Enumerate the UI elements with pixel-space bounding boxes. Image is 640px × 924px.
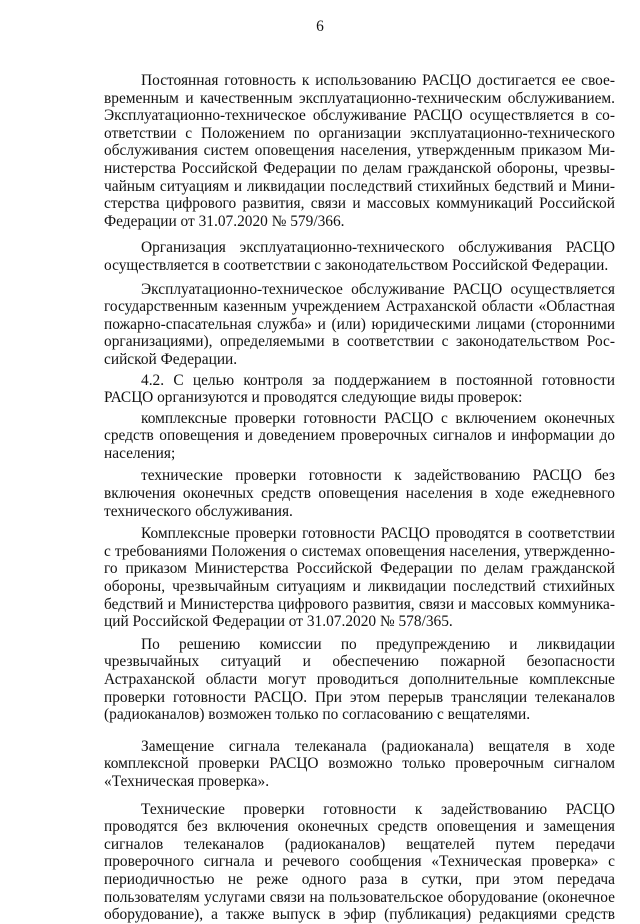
text-line: обороны, чрезвычайным ситуациям и ликвидации последствий стихийных	[104, 578, 615, 596]
text-line: включения оконечных средств оповещения населения в ходе ежедневного	[104, 485, 615, 503]
text-line: Технические проверки готовности к задействованию РАСЦО	[141, 800, 615, 818]
text-line: Астраханской области могут проводиться дополнительные комплексные	[104, 671, 615, 688]
text-line: сигналов телеканалов (радиоканалов) вещателей путем передачи	[104, 835, 615, 853]
document-body	[104, 72, 615, 924]
text-line: Эксплуатационно-техническое обслуживание РАСЦО осуществляется в со-	[104, 107, 615, 125]
text-line: ответствии с Положением по организации эксплуатационно-технического	[104, 124, 615, 142]
text-line: Федерации от 31.07.2020 № 579/366.	[104, 212, 345, 230]
text-line: государственным казенным учреждением Астраханской области «Областная	[104, 298, 615, 316]
text-line: бедствий и Министерства цифрового развития, связи и массовых коммуника-	[104, 595, 615, 613]
text-line: Замещение сигнала телеканала (радиоканала) вещателя в ходе	[141, 737, 615, 755]
text-line: чайным ситуациям и ликвидации последствий стихийных бедствий и Мини-	[104, 177, 615, 195]
paragraph	[104, 801, 615, 924]
text-line: 4.2. С целью контроля за поддержанием в постоянной готовности	[141, 371, 615, 389]
paragraph	[104, 281, 615, 369]
text-line: технические проверки готовности к задействованию РАСЦО без	[141, 467, 615, 485]
text-line: проверочного сигнала и речевого сообщения «Техническая проверка» с	[104, 853, 615, 871]
text-line: периодичностью не реже одного раза в сутки, при этом передача	[104, 870, 615, 888]
text-line: технического обслуживания.	[104, 502, 293, 520]
paragraph	[104, 738, 615, 791]
paragraph	[104, 239, 615, 274]
text-line: организациями), определяемыми в соответствии с законодательством Рос-	[104, 333, 615, 351]
text-line: временным и качественным эксплуатационно-техническим обслуживанием.	[104, 89, 615, 107]
text-line: Комплексные проверки готовности РАСЦО проводятся в соответствии	[141, 525, 615, 543]
paragraph	[104, 467, 615, 520]
paragraph	[104, 410, 615, 463]
text-line: Постоянная готовность к использованию РАСЦО достигается ее свое-	[141, 72, 615, 89]
text-line: нистерства Российской Федерации по делам гражданской обороны, чрезвы-	[104, 159, 615, 177]
text-line: обслуживания систем оповещения населения, утвержденным приказом Ми-	[104, 142, 615, 160]
text-line: пользователям услугами связи на пользовательское оборудование (оконечное	[104, 888, 615, 906]
text-line: РАСЦО организуются и проводятся следующие виды проверок:	[104, 389, 523, 407]
paragraph	[104, 372, 615, 407]
text-line: с требованиями Положения о системах оповещения населения, утвержденно-	[104, 542, 615, 560]
text-line: стерства цифрового развития, связи и массовых коммуникаций Российской	[104, 195, 615, 213]
text-line: проводятся без включения оконечных средств оповещения и замещения	[104, 818, 615, 836]
text-line: оборудование), а также выпуск в эфир (публикация) редакциями средств	[104, 906, 615, 924]
text-line: комплексной проверки РАСЦО возможно только проверочным сигналом	[104, 755, 615, 773]
text-line: «Техническая проверка».	[104, 772, 270, 790]
paragraph	[104, 636, 615, 724]
text-line: чрезвычайных ситуаций и обеспечению пожарной безопасности	[104, 653, 615, 671]
text-line: Эксплуатационно-техническое обслуживание РАСЦО осуществляется	[141, 280, 615, 298]
paragraph	[104, 72, 615, 230]
text-line: По решению комиссии по предупреждению и ликвидации	[141, 635, 615, 653]
text-line: ций Российской Федерации от 31.07.2020 № 578/365.	[104, 613, 453, 631]
text-line: средств оповещения и доведением проверочных сигналов и информации до	[104, 427, 615, 445]
text-line: сийской Федерации.	[104, 350, 238, 368]
text-line: комплексные проверки готовности РАСЦО с включением оконечных	[141, 409, 615, 427]
text-line: проверки готовности РАСЦО. При этом перерыв трансляции телеканалов	[104, 688, 615, 706]
text-line: го приказом Министерства Российской Федерации по делам гражданской	[104, 560, 615, 578]
text-line: Организация эксплуатационно-технического обслуживания РАСЦО	[141, 239, 615, 257]
page-number: 6	[316, 18, 324, 35]
text-line: населения;	[104, 444, 176, 462]
text-line: осуществляется в соответствии с законодательством Российской Федерации.	[104, 256, 609, 274]
text-line: (радиоканалов) возможен только по согласованию с вещателями.	[104, 706, 531, 724]
text-line: пожарно-спасательная служба» и (или) юридическими лицами (сторонними	[104, 315, 615, 333]
paragraph	[104, 525, 615, 631]
